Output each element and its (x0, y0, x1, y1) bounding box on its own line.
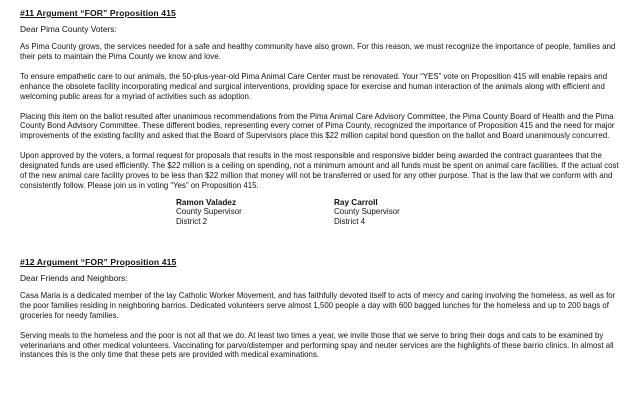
section-spacer (20, 234, 622, 257)
argument-11-paragraph-1: As Pima County grows, the services needed for a safe and healthy community have also grown. For this reason, we must recognize the importance of people, families and their pets to maintain the Pima County we know and love. (20, 42, 616, 61)
signatory-2-name: Ray Carroll (334, 197, 378, 207)
argument-11-salutation: Dear Pima County Voters: (20, 24, 117, 34)
argument-11-heading: #11 Argument “FOR” Proposition 415 (20, 8, 176, 18)
argument-12-paragraph-2: Serving meals to the homeless and the poor is not all that we do. At least two times a year, we invite those that we serve to bring their dogs and cats to be examined by veterinarians and other medical volunteers. Vaccinating for parvo/distemper and performing spay and neuter services are the highlights of these barrio clinics. In almost all instances this is the only time that these pets are provided with medical examinations. (20, 330, 614, 360)
argument-12 (20, 257, 622, 360)
document-page (20, 8, 622, 370)
signatory-1-name: Ramon Valadez (176, 197, 237, 207)
signatory-1 (176, 198, 334, 234)
argument-11-paragraph-2: To ensure empathetic care to our animals, the 50-plus-year-old Pima Animal Care Center must be renovated. Your “YES” vote on Proposition 415 will enable repairs and enhance the obsolete facility incorporating medical and surgical interventions, providing space for exercise and human interaction of the animals along with efficient and welcoming public areas for a myriad of activities such as adoption. (20, 71, 608, 101)
argument-12-heading: #12 Argument “FOR” Proposition 415 (20, 256, 177, 267)
argument-11 (20, 8, 622, 234)
argument-12-salutation: Dear Friends and Neighbors: (20, 272, 128, 283)
argument-11-paragraph-4: Upon approved by the voters, a formal request for proposals that results in the most responsible and responsive bidder being awarded the contract guarantees that the designated funds are used efficiently. The $22 million is a ceiling on spending, not a minimum amount and all funds must be spent on animal care facilities. If the actual cost of the new animal care facility proves to be less than $22 million that money will not be transferred or used for any other purpose. That is the law that we conform with and consistently follow. Please join us in voting “Yes” on Proposition 415. (20, 151, 619, 190)
signatory-2 (334, 198, 492, 234)
signatory-2-district: District 4 (334, 217, 366, 227)
signature-block (176, 198, 622, 234)
signatory-1-title: County Supervisor (176, 207, 242, 217)
argument-12-paragraph-1: Casa Maria is a dedicated member of the lay Catholic Worker Movement, and has faithfully devoted itself to acts of mercy and caring involving the homeless, as well as for the poor families residing in neighboring barrios. Dedicated volunteers serve almost 1,500 people a day with 600 bagged lunches for the homeless and up to 200 bags of groceries for needy families. (20, 290, 616, 320)
argument-11-paragraph-3: Placing this item on the ballot resulted after unanimous recommendations from the Pima Animal Care Advisory Committee, the Pima County Board of Health and the Pima County Bond Advisory Committee. These different bodies, representing every corner of Pima County, recognized the importance of Proposition 415 and the need for major improvements of the existing facility and asked that the Board of Supervisors place this $22 million capital bond question on the ballot and Board unanimously concurred. (20, 111, 615, 141)
signatory-1-district: District 2 (176, 217, 208, 227)
signatory-2-title: County Supervisor (334, 207, 400, 217)
